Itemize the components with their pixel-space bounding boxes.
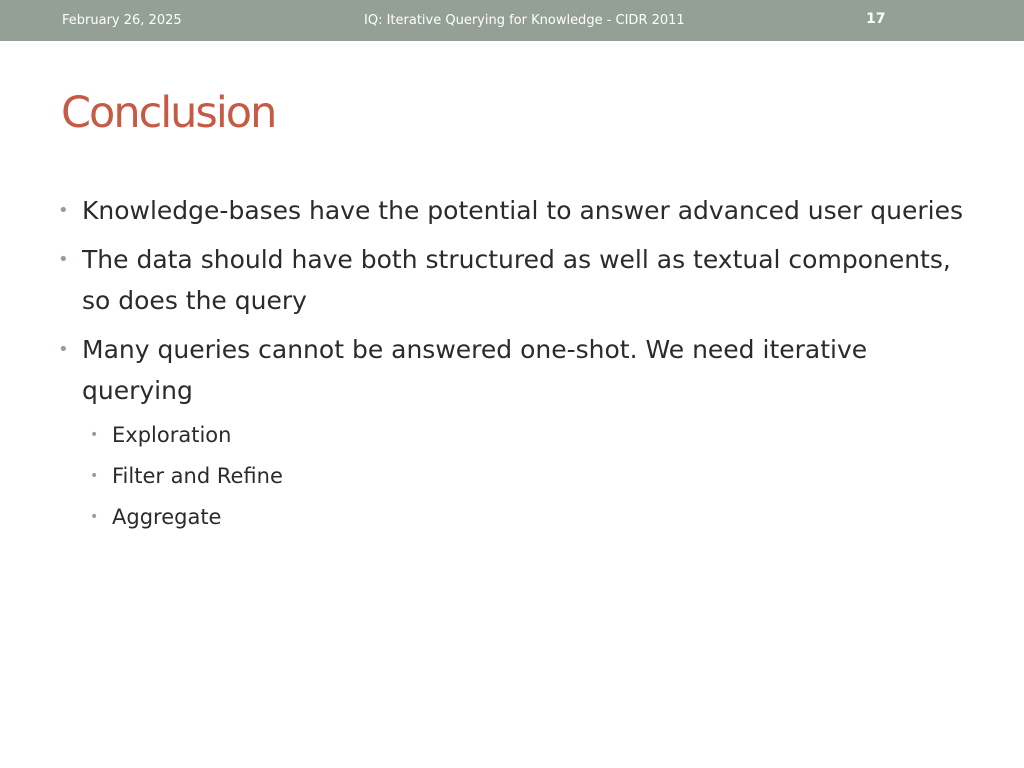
bullet-list (58, 190, 978, 538)
bullet-item (58, 329, 978, 411)
bullet-text: Many queries cannot be answered one-shot. We need iterative querying (82, 335, 868, 405)
slide-number: 17 (866, 11, 886, 27)
sub-bullet-dot-icon: • (90, 468, 99, 484)
sub-bullet-dot-icon: • (90, 427, 99, 443)
slide-header-bar (0, 0, 1024, 41)
bullet-item (58, 190, 978, 231)
bullet-text: The data should have both structured as well as textual components, so does the query (82, 245, 951, 315)
sub-bullet-item (58, 456, 978, 497)
bullet-dot-icon: • (58, 200, 69, 221)
sub-bullet-text: Filter and Refine (112, 464, 283, 488)
slide-date: February 26, 2025 (62, 13, 182, 28)
sub-bullet-text: Exploration (112, 423, 232, 447)
sub-bullet-item (58, 497, 978, 538)
presentation-title: IQ: Iterative Querying for Knowledge - CIDR 2011 (364, 13, 685, 28)
bullet-item (58, 239, 978, 321)
bullet-dot-icon: • (58, 339, 69, 360)
sub-bullet-list (58, 415, 978, 538)
sub-bullet-item (58, 415, 978, 456)
sub-bullet-text: Aggregate (112, 505, 222, 529)
bullet-dot-icon: • (58, 249, 69, 270)
bullet-text: Knowledge-bases have the potential to answer advanced user queries (82, 196, 964, 225)
sub-bullet-dot-icon: • (90, 509, 99, 525)
slide-title: Conclusion (61, 88, 276, 138)
